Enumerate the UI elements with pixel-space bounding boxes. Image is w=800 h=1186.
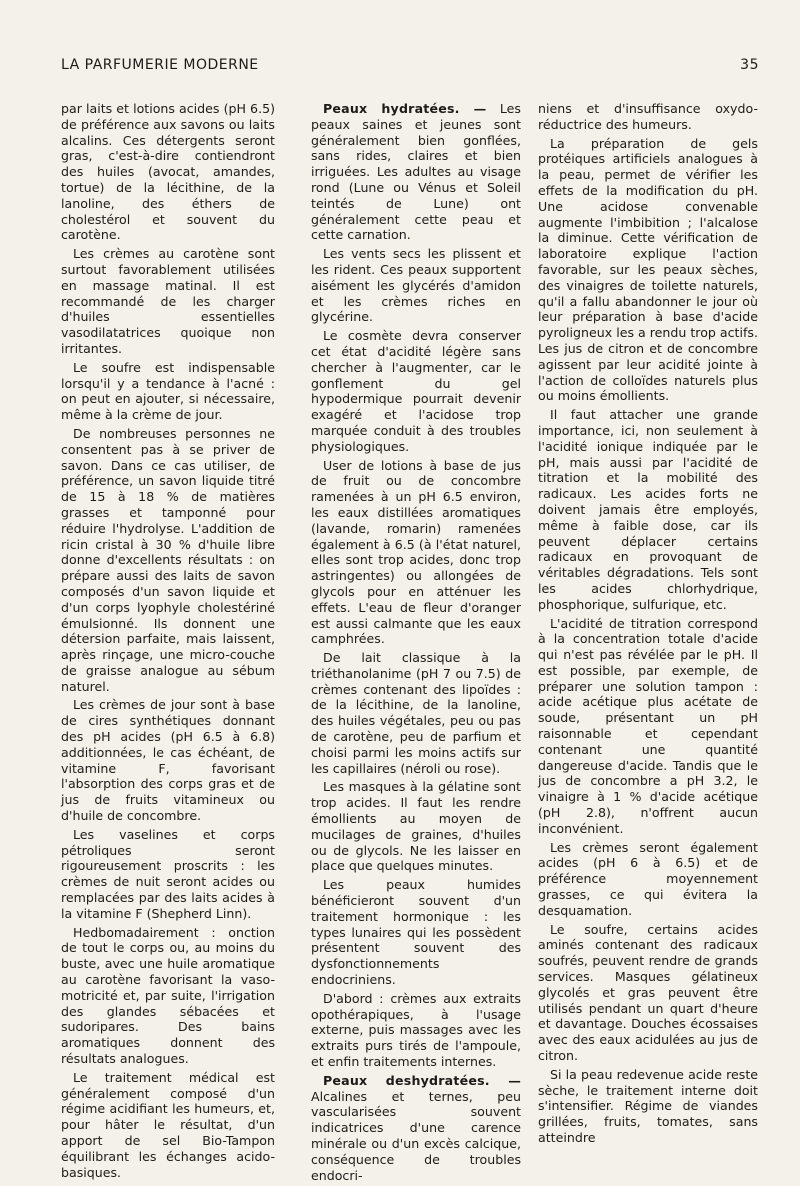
text-column-1 bbox=[61, 101, 275, 1183]
paragraph: De nombreuses personnes ne consentent pas à se priver de savon. Dans ce cas utiliser, de préférence, un savon liquide titré de 15 à 18 % de matières grasses et tamponné pour réduire l'hydrolyse. L'addition de ricin cristal à 30 % d'huile libre donne d'excellents résultats : on prépare aussi des laits de savon composés d'un savon liquide et d'un corps lyophyle cholestériné émulsionné. Ils donnent une détersion parfaite, mais laissent, après rinçage, une micro-couche de graisse analogue au sébum naturel. bbox=[61, 425, 275, 694]
paragraph: Le soufre est indispensable lorsqu'il y a tendance à l'acné : on peut en ajouter, si nécessaire, même à la crème de jour. bbox=[61, 359, 275, 423]
section-heading-dehydrated: Peaux deshydratées. — bbox=[323, 1072, 521, 1088]
paragraph: De lait classique à la triéthanolanime (pH 7 ou 7.5) de crèmes contenant des lipoïdes : de la lécithine, de la lanoline, des huiles végétales, peu ou pas de carotène, peu de parfium et choisi parmi les moins actifs sur les capillaires (néroli ou rose). bbox=[311, 650, 521, 776]
page-header bbox=[61, 57, 759, 79]
paragraph: Le traitement médical est généralement composé d'un régime acidifiant les humeurs, et, pour hâter le résultat, d'un apport de sel Bio-Tampon équilibrant les échanges acido-basiques. bbox=[61, 1069, 275, 1180]
paragraph: L'acidité de titration correspond à la concentration totale d'acide qui n'est pas révélée par le pH. Il est possible, par exemple, de préparer une solution tampon : acide acétique plus acétate de soude, présentant un pH raisonnable et cependant contenant une quantité dangereuse d'acide. Tandis que le jus de concombre a pH 3.2, le vinaigre à 1 % d'acide acétique (pH 2.8), n'offrent aucun inconvénient. bbox=[538, 615, 758, 836]
text-column-2 bbox=[311, 101, 521, 1186]
paragraph: Hedbomadairement : onction de tout le corps ou, au moins du buste, avec une huile aromatique au carotène favorisant la vaso-motricité et, par suite, l'irrigation des glandes sébacées et sudoripares. Des bains aromatiques donnent des résultats analogues. bbox=[61, 924, 275, 1067]
paragraph: Les vents secs les plissent et les rident. Ces peaux supportent aisément les glycérés d'amidon et les crèmes riches en glycérine. bbox=[311, 246, 521, 325]
paragraph: Les crèmes au carotène sont surtout favorablement utilisées en massage matinal. Il est recommandé de les charger d'huiles essentielles vasodilatatrices quoique non irritantes. bbox=[61, 246, 275, 356]
paragraph: Il faut attacher une grande importance, ici, non seulement à l'acidité ionique indiquée par le pH, mais aussi par l'acidité de titration et la mobilité des radicaux. Les acides forts ne doivent jamais être employés, même à faible dose, car ils peuvent déplacer certains radicaux en provoquant de véritables dégradations. Tels sont les acides chlorhydrique, phosphorique, sulfurique, etc. bbox=[538, 407, 758, 612]
section-heading-hydrated: Peaux hydratées. — bbox=[323, 101, 487, 116]
running-title: LA PARFUMERIE MODERNE bbox=[61, 57, 259, 73]
paragraph: Les peaux humides bénéficieront souvent d'un traitement hormonique : les types lunaires qui les possèdent présentent souvent des dysfonctionnements endocriniens. bbox=[311, 877, 521, 988]
text-column-3 bbox=[538, 101, 758, 1149]
paragraph: Le cosmète devra conserver cet état d'acidité légère sans chercher à l'augmenter, car le gonflement du gel hypodermique pourrait devenir exagéré et l'acidose trop marquée conduit à des troubles physiologiques. bbox=[311, 328, 521, 454]
paragraph: niens et d'insuffisance oxydo-réductrice des humeurs. bbox=[538, 101, 758, 132]
paragraph-dehydrated bbox=[311, 1073, 521, 1184]
paragraph: La préparation de gels protéiques artificiels analogues à la peau, permet de vérifier les effets de la modification du pH. Une acidose convenable augmente l'imbibition ; l'alcalose la diminue. Cette vérification de laboratoire explique l'action favorable, sur les peaux sèches, des vinaigres de toilette naturels, qu'il a fallu abandonner le jour où leur préparation à base d'acide pyroligneux les a rendu trop actifs. Les jus de citron et de concombre agissent par leur acidité jointe à l'action de colloïdes naturels plus ou moins émollients. bbox=[538, 135, 758, 404]
paragraph: Les crèmes de jour sont à base de cires synthétiques donnant des pH acides (pH 6.5 à 6.8) additionnées, le cas échéant, de vitamine F, favorisant l'absorption des corps gras et de jus de fruits vitamineux ou d'huile de concombre. bbox=[61, 697, 275, 824]
paragraph-text: Alcalines et ternes, peu vascularisées souvent indicatrices d'une carence minérale ou d'un excès calcique, conséquence de troubles endocri- bbox=[311, 1088, 521, 1183]
paragraph: Si la peau redevenue acide reste sèche, le traitement interne doit s'intensifier. Régime de viandes grillées, fruits, tomates, sans atteindre bbox=[538, 1066, 758, 1145]
paragraph-text: Les peaux saines et jeunes sont généralement bien gonflées, sans rides, claires et bien irriguées. Les adultes au visage rond (Lune ou Vénus et Soleil teintés de Lune) ont généralement cette peau et cette carnation. bbox=[311, 101, 521, 243]
page-number: 35 bbox=[740, 57, 759, 73]
paragraph: D'abord : crèmes aux extraits opothérapiques, à l'usage externe, puis massages avec les extraits purs tirés de l'ampoule, et enfin traitements internes. bbox=[311, 990, 521, 1070]
paragraph: par laits et lotions acides (pH 6.5) de préférence aux savons ou laits alcalins. Ces détergents seront gras, c'est-à-dire contiendront des huiles (avocat, amandes, tortue) de la lécithine, de la lanoline, des éthers de cholestérol et souvent du carotène. bbox=[61, 101, 275, 243]
paragraph: Les crèmes seront également acides (pH 6 à 6.5) et de préférence moyennement grasses, ce qui évitera la desquamation. bbox=[538, 839, 758, 918]
paragraph: Le soufre, certains acides aminés contenant des radicaux soufrés, peuvent rendre de grands services. Masques gélatineux glycolés et gras peuvent être utilisés pendant un quart d'heure et davantage. Douches écossaises avec des eaux acidulées au jus de citron. bbox=[538, 921, 758, 1064]
paragraph: User de lotions à base de jus de fruit ou de concombre ramenées à un pH 6.5 environ, les eaux distillées aromatiques (lavande, romarin) ramenées également à 6.5 (à l'état naturel, elles sont trop acides, donc trop astringentes) ou allongées de glycols pour en atténuer les effets. L'eau de fleur d'oranger est aussi calmante que les eaux camphrées. bbox=[311, 457, 521, 647]
paragraph: Les masques à la gélatine sont trop acides. Il faut les rendre émollients au moyen de mucilages de graines, d'huiles ou de glycols. Ne les laisser en place que quelques minutes. bbox=[311, 779, 521, 874]
paragraph-hydrated bbox=[311, 101, 521, 243]
paragraph: Les vaselines et corps pétroliques seront rigoureusement proscrits : les crèmes de nuit seront acides ou remplacées par des laits acides à la vitamine F (Shepherd Linn). bbox=[61, 826, 275, 921]
